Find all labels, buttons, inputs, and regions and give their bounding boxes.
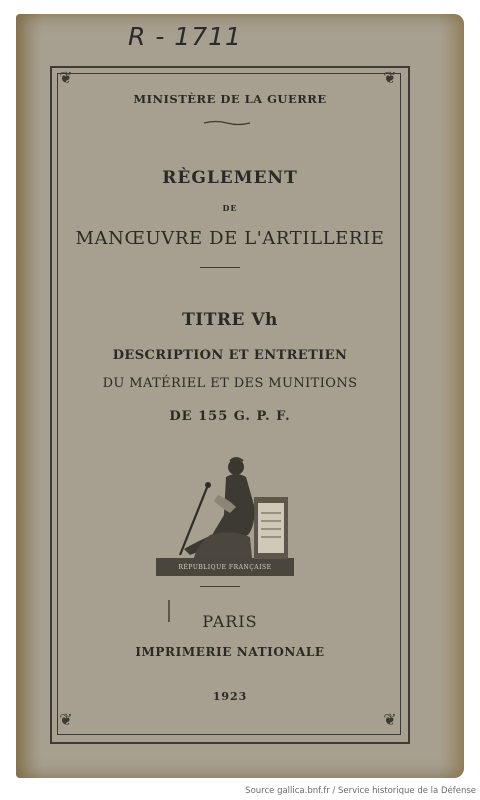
seated-republic-figure-icon (150, 455, 300, 580)
spine-shadow (16, 14, 42, 778)
title-line-1: RÈGLEMENT (162, 168, 298, 188)
publication-year: 1923 (212, 690, 248, 703)
corner-ornament-icon: ❦ (383, 710, 397, 729)
title-line-2: DE (222, 203, 238, 213)
titre-heading: TITRE Vh (182, 310, 278, 330)
publisher-name: IMPRIMERIE NATIONALE (135, 645, 325, 659)
publisher-city: PARIS (202, 612, 258, 631)
corner-ornament-icon: ❦ (59, 710, 73, 729)
corner-ornament-icon: ❦ (59, 68, 73, 87)
description-line-3: DE 155 G. P. F. (169, 409, 291, 424)
shelfmark-handwritten: R - 1711 (128, 22, 242, 51)
emblem-motto: RÉPUBLIQUE FRANÇAISE (178, 564, 272, 571)
divider-ornament-icon (202, 120, 252, 126)
source-credit: Source gallica.bnf.fr / Service historique de la Défense (245, 786, 476, 796)
emblem-divider (200, 586, 240, 587)
ministry-heading: MINISTÈRE DE LA GUERRE (133, 92, 327, 106)
title-line-3: MANŒUVRE DE L'ARTILLERIE (75, 228, 385, 249)
corner-ornament-icon: ❦ (383, 68, 397, 87)
page-edge-shadow (440, 14, 464, 778)
description-line-1: DESCRIPTION ET ENTRETIEN (112, 348, 348, 363)
description-line-2: DU MATÉRIEL ET DES MUNITIONS (102, 376, 358, 391)
title-divider (200, 267, 240, 268)
